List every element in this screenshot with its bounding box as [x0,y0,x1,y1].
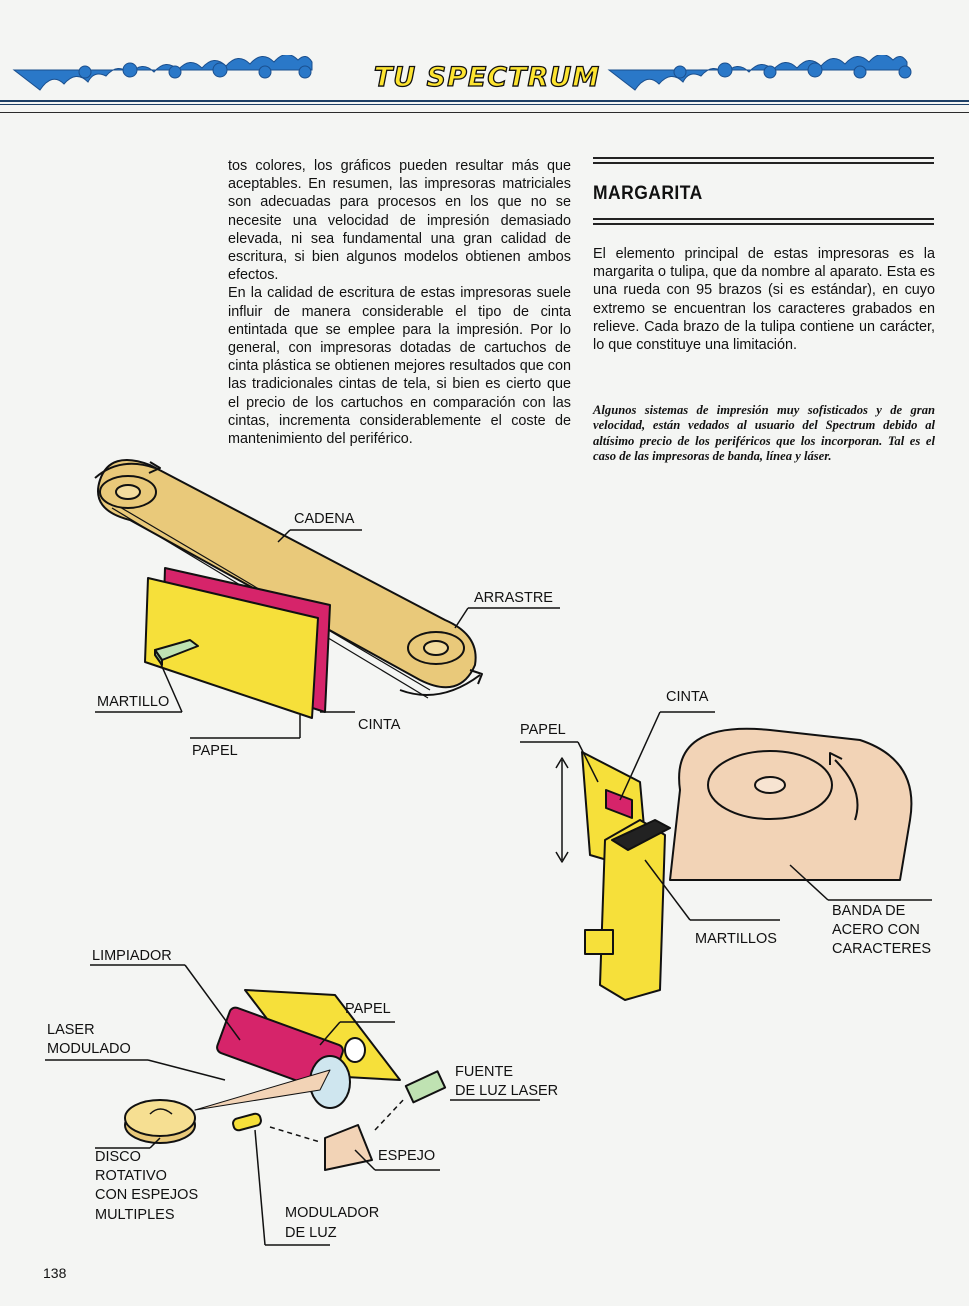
header-title: TU SPECTRUM [373,62,601,93]
label-cinta-chain: CINTA [358,717,401,733]
label-martillo: MARTILLO [97,694,170,710]
label-martillos: MARTILLOS [695,931,777,947]
label-fuente-1: FUENTE [455,1064,513,1080]
label-papel-laser: PAPEL [345,1001,391,1017]
laser-source [406,1071,445,1102]
label-modulador-1: MODULADOR [285,1205,380,1221]
label-arrastre: ARRASTRE [474,590,553,606]
page-number: 138 [43,1265,67,1281]
light-modulator [232,1113,262,1132]
light-beam [195,1070,330,1110]
label-laser-1: LASER [47,1022,95,1038]
label-banda-2: ACERO CON [832,922,920,938]
right-paragraph: El elemento principal de estas impresoras es la margarita o tulipa, que da nombre al aparato. Esta es una rueda con 95 brazos (si es estándar), en cuyo extremo se encuentran los caracteres grabados en relieve. Cada brazo de la tulipa contiene un carácter, lo que constituye una limitación. [593,246,935,354]
label-banda-1: BANDA DE [832,903,906,919]
mirror [325,1125,372,1170]
left-paragraph-2: En la calidad de escritura de estas impresoras suele influir de manera considerable el tipo de cinta entintada que se emplee para la impresión. Por lo general, con impresoras dotadas de cartuchos de cinta plástica se obtienen mejores resultados que con las tradicionales cintas de tela, si bien es cierto que el precio de los cartuchos en comparación con las cintas, incrementa considerablemente el coste de mantenimiento del periférico. [228,285,571,448]
label-limpiador: LIMPIADOR [92,948,172,964]
label-cadena: CADENA [294,511,355,527]
label-disco-4: MULTIPLES [95,1207,175,1223]
label-banda-3: CARACTERES [832,941,932,957]
label-disco-2: ROTATIVO [95,1168,167,1184]
label-espejo: ESPEJO [378,1148,436,1164]
italic-note: Algunos sistemas de impresión muy sofisticados y de gran velocidad, están vedados al usuario del Spectrum debido al altísimo precio de los periféricos que los incorporan. Tal es el caso de las impresoras de banda, línea y láser. [593,403,935,464]
label-cinta-band: CINTA [666,689,709,705]
label-papel-chain: PAPEL [192,743,238,759]
label-modulador-2: DE LUZ [285,1225,337,1241]
left-paragraph-1: tos colores, los gráficos pueden resultar más que aceptables. En resumen, las impresoras matriciales son adecuadas para procesos en los que no se necesite una velocidad de impresión demasiado elevada, ni sea fundamental una gran calidad de escritura, si bien algunos modelos obtienen ambos efectos. [228,158,571,284]
label-disco-3: CON ESPEJOS [95,1187,199,1203]
label-papel-band: PAPEL [520,722,566,738]
label-laser-2: MODULADO [47,1041,131,1057]
label-fuente-2: DE LUZ LASER [455,1083,559,1099]
section-title: MARGARITA [593,183,703,204]
label-disco-1: DISCO [95,1149,141,1165]
